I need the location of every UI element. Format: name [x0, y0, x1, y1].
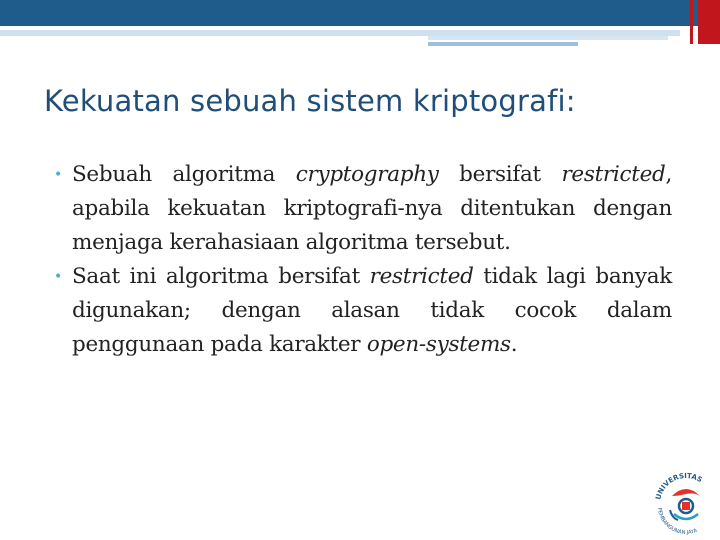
bullet-text-part: , apabila kekuatan kriptografi-nya ditentukan dengan menjaga kerahasiaan algoritma tersebut.	[72, 162, 672, 255]
bullet-text	[72, 158, 672, 260]
bullet-text	[72, 260, 672, 362]
top-red-stripe-line	[690, 0, 693, 44]
logo-text-bottom: PEMBANGUNAN JAYA	[656, 507, 699, 536]
top-light-band-2	[428, 36, 668, 40]
italic-term: restricted	[561, 162, 666, 187]
bullet-text-part: tidak lagi banyak digunakan; dengan alasan tidak cocok dalam penggunaan pada karakter	[72, 264, 672, 357]
slide-content	[52, 158, 672, 362]
top-light-band-3	[428, 42, 578, 46]
bullet-marker: •	[54, 167, 63, 183]
bullet-text-part: Saat ini algoritma bersifat	[72, 264, 370, 289]
top-red-stripe	[698, 0, 720, 44]
italic-term: cryptography	[295, 162, 439, 187]
bullet-text-part: bersifat	[438, 162, 562, 187]
italic-term: open-systems	[366, 332, 511, 357]
logo-text-top: UNIVERSITAS	[654, 471, 704, 501]
italic-term: restricted	[369, 264, 474, 289]
slide-title: Kekuatan sebuah sistem kriptografi:	[44, 84, 576, 118]
bullet-marker: •	[54, 269, 63, 285]
bullet-item	[52, 260, 672, 362]
bullet-text-part: .	[510, 332, 518, 357]
bullet-item	[52, 158, 672, 260]
top-blue-band	[0, 0, 698, 26]
university-logo	[650, 466, 720, 536]
top-decorative-bar	[0, 0, 720, 50]
logo-emblem	[670, 489, 700, 520]
bullet-text-part: Sebuah algoritma	[72, 162, 296, 187]
